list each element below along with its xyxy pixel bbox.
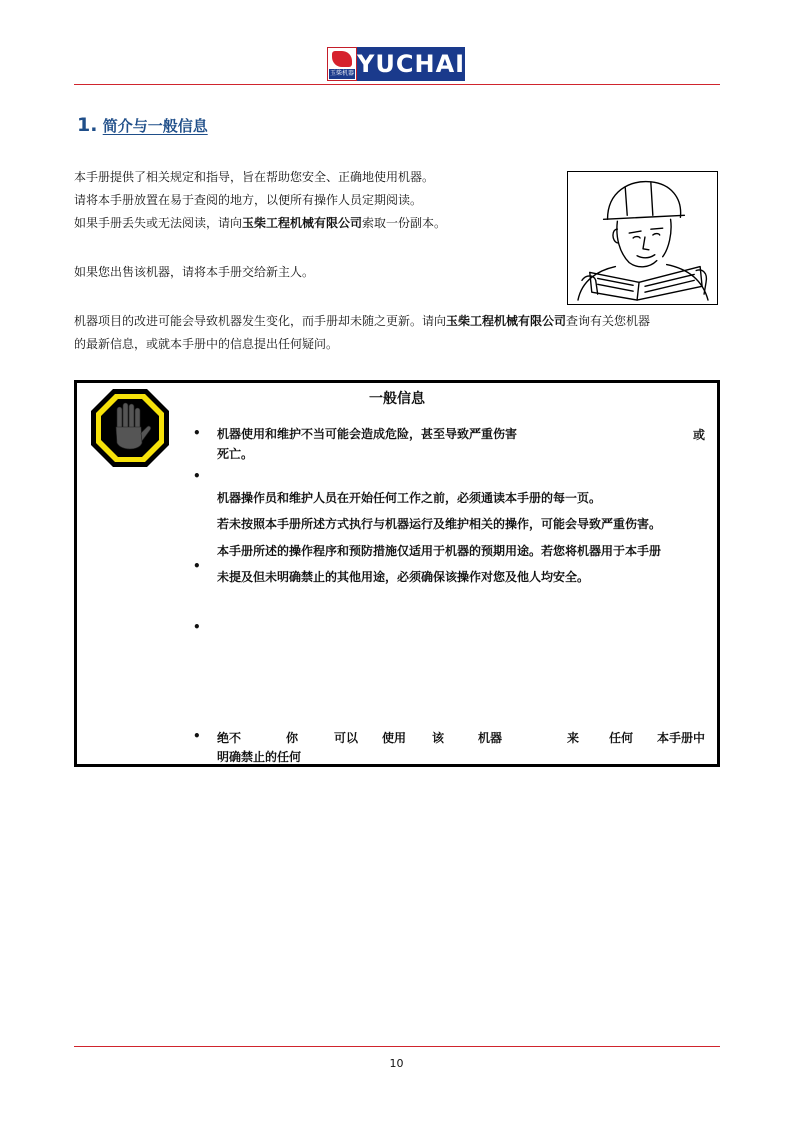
section-number: 1. xyxy=(77,114,98,136)
company-name: 玉柴工程机械有限公司 xyxy=(242,216,363,230)
intro-p5-text: 机器项目的改进可能会导致机器发生变化，而手册却未随之更新。请向 xyxy=(74,314,447,328)
bullet: • xyxy=(193,469,201,483)
bullet: • xyxy=(193,620,201,634)
worker-reading-icon xyxy=(568,172,717,304)
info-item-4-word: 任何 xyxy=(609,731,634,745)
bullet: • xyxy=(193,559,201,573)
info-item-4-word: 机器 xyxy=(478,731,503,745)
logo-sub-text: 玉柴机器 xyxy=(329,70,354,77)
general-info-box xyxy=(74,380,720,767)
info-item-4-word: 来 xyxy=(567,731,580,745)
info-item-4-line-2: 明确禁止的任何 xyxy=(217,750,302,764)
company-name: 玉柴工程机械有限公司 xyxy=(446,314,567,328)
logo-wordmark: YUCHAI xyxy=(357,47,465,81)
intro-paragraph-3 xyxy=(74,215,446,232)
info-item-1-line-2: 死亡。 xyxy=(217,447,254,461)
page-number: 10 xyxy=(389,1057,404,1070)
intro-p5-text-end: 查询有关您机器 xyxy=(566,314,651,328)
bullet: • xyxy=(193,729,201,743)
info-item-4-word: 本手册中 xyxy=(657,731,706,745)
intro-paragraph-5 xyxy=(74,313,650,330)
header-rule xyxy=(74,84,720,85)
intro-paragraph-4: 如果您出售该机器，请将本手册交给新主人。 xyxy=(74,265,315,279)
info-item-2-line-1: 机器操作员和维护人员在开始任何工作之前，必须通读本手册的每一页。 xyxy=(217,491,602,505)
info-item-4-word: 使用 xyxy=(382,731,407,745)
logo-emblem-mark xyxy=(332,51,352,67)
section-heading xyxy=(77,114,208,136)
intro-paragraph-1: 本手册提供了相关规定和指导，旨在帮助您安全、正确地使用机器。 xyxy=(74,170,435,184)
intro-p3-text: 如果手册丢失或无法阅读，请向 xyxy=(74,216,243,230)
yuchai-logo xyxy=(327,47,465,81)
intro-p3-text-end: 索取一份副本。 xyxy=(362,216,447,230)
worker-reading-illustration xyxy=(567,171,718,305)
info-item-1-trailing-word: 或 xyxy=(693,428,706,442)
bullet: • xyxy=(193,426,201,440)
info-item-4-word: 绝不 xyxy=(217,731,242,745)
intro-paragraph-5-line-2: 的最新信息，或就本手册中的信息提出任何疑问。 xyxy=(74,337,339,351)
info-item-4-word: 该 xyxy=(432,731,445,745)
logo-emblem xyxy=(327,47,357,81)
info-item-2-line-2: 若未按照本手册所述方式执行与机器运行及维护相关的操作，可能会导致严重伤害。 xyxy=(217,517,662,531)
info-item-4-word: 可以 xyxy=(334,731,359,745)
info-item-4-word: 你 xyxy=(286,731,299,745)
footer-rule xyxy=(74,1046,720,1047)
info-item-1-line-1: 机器使用和维护不当可能会造成危险，甚至导致严重伤害 xyxy=(217,427,518,441)
info-item-2-line-3: 本手册所述的操作程序和预防措施仅适用于机器的预期用途。若您将机器用于本手册 xyxy=(217,544,662,558)
intro-paragraph-2: 请将本手册放置在易于查阅的地方，以便所有操作人员定期阅读。 xyxy=(74,193,423,207)
general-info-title: 一般信息 xyxy=(369,391,425,407)
section-title: 简介与一般信息 xyxy=(102,117,208,135)
info-item-2-line-4: 未提及但未明确禁止的其他用途，必须确保该操作对您及他人均安全。 xyxy=(217,570,590,584)
